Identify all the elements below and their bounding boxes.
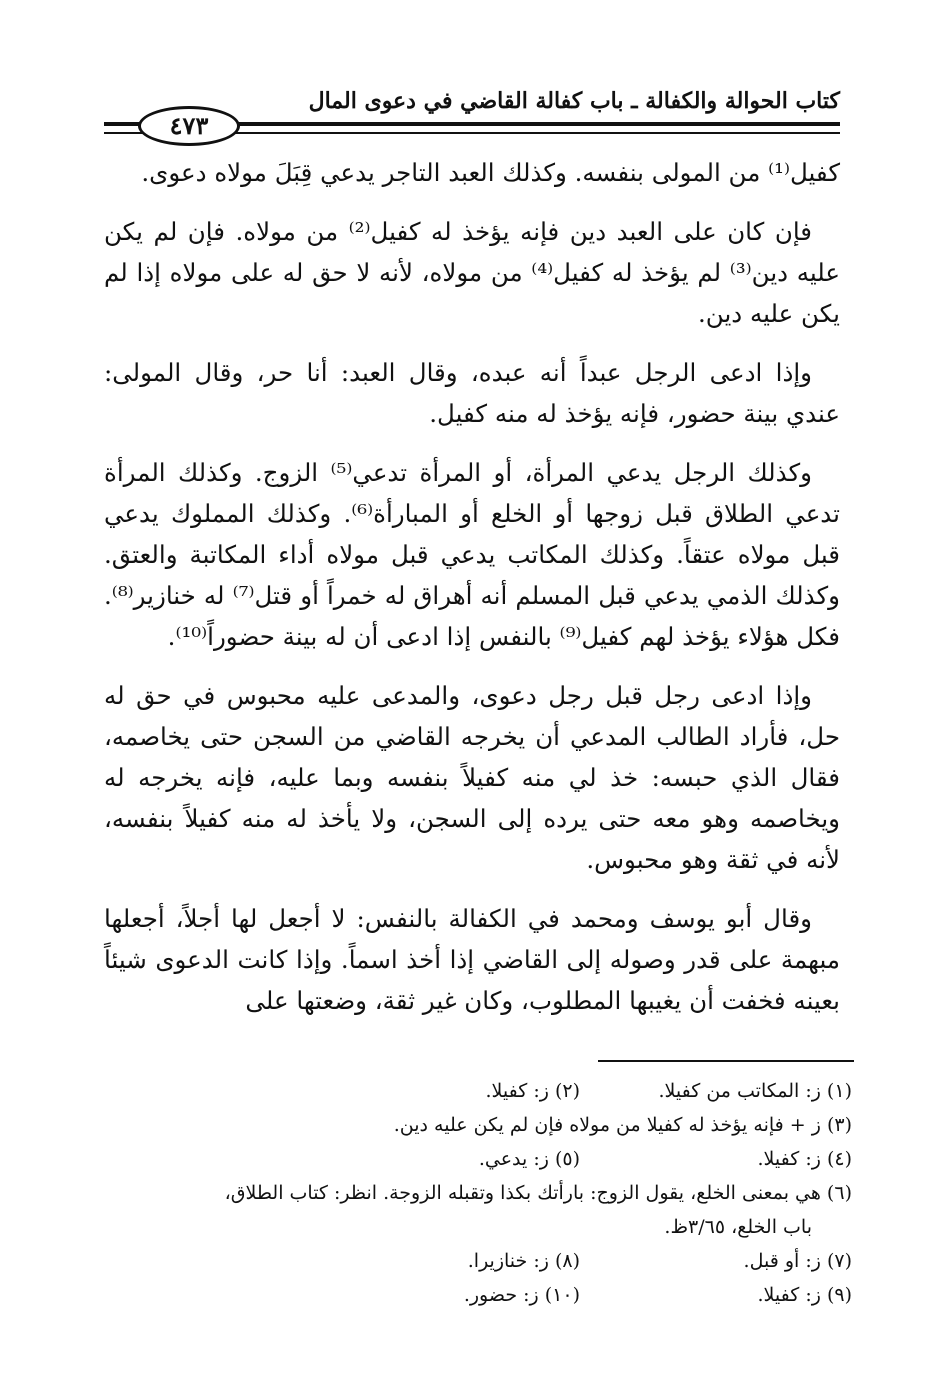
page-number: ٤٧٣: [138, 106, 240, 146]
footnote-4: (٤) ز: كفيلا.: [757, 1148, 852, 1170]
footnote-6-line-2: باب الخلع، ٣/٦٥ظ.: [664, 1216, 812, 1238]
footnote-separator: [598, 1060, 854, 1062]
paragraph-3: وإذا ادعى الرجل عبداً أنه عبده، وقال العبد: أنا حر، وقال المولى: عندي بينة حضور، فإنه يؤخذ له منه كفيل.: [104, 358, 840, 428]
footnote-2: (٢) ز: كفيلا.: [485, 1080, 580, 1102]
footnote-5: (٥) ز: يدعي.: [478, 1148, 580, 1170]
paragraph-4: وكذلك الرجل يدعي المرأة، أو المرأة تدعي⁽⁵⁾ الزوج. وكذلك المرأة تدعي الطلاق قبل زوجها أو الخلع أو المبارأة⁽⁶⁾. وكذلك المملوك يدعي قبل مولاه عتقاً. وكذلك المكاتب يدعي قبل مولاه أداء المكاتبة والعتق. وكذلك الذمي يدعي قبل المسلم أنه أهراق له خمراً أو قتل⁽⁷⁾ له خنازير⁽⁸⁾. فكل هؤلاء يؤخذ لهم كفيل⁽⁹⁾ بالنفس إذا ادعى أن له بينة حضوراً⁽¹⁰⁾.: [104, 458, 840, 651]
footnote-row: [104, 1244, 852, 1278]
paragraph-2: فإن كان على العبد دين فإنه يؤخذ له كفيل⁽²⁾ من مولاه. فإن لم يكن عليه دين⁽³⁾ لم يؤخذ له كفيل⁽⁴⁾ من مولاه، لأنه لا حق له على مولاه إذا لم يكن عليه دين.: [104, 217, 841, 328]
footnote-row: [104, 1142, 852, 1176]
footnote-10: (١٠) ز: حضور.: [463, 1284, 580, 1306]
footnote-3: (٣) ز + فإنه يؤخذ له كفيلا من مولاه فإن لم يكن عليه دين.: [393, 1114, 852, 1136]
footnote-8: (٨) ز: خنازيرا.: [467, 1250, 580, 1272]
footnote-9: (٩) ز: كفيلا.: [757, 1284, 852, 1306]
footnote-row: [104, 1108, 852, 1142]
footnote-row: [104, 1278, 852, 1312]
paragraph-6: وقال أبو يوسف ومحمد في الكفالة بالنفس: لا أجعل لها أجلاً، أجعلها مبهمة على قدر وصوله إلى القاضي إذا أخذ اسماً. وإذا كانت الدعوى شيئاً بعينه فخفت أن يغيبها المطلوب، وكان غير ثقة، وضعتها على: [104, 904, 840, 1015]
footnote-1: (١) ز: المكاتب من كفيلا.: [658, 1080, 852, 1102]
footnote-7: (٧) ز: أو قبل.: [743, 1250, 852, 1272]
paragraph-5: وإذا ادعى رجل قبل رجل دعوى، والمدعى عليه محبوس في حق له حل، فأراد الطالب المدعي أن يخرجه القاضي من السجن حتى يخاصمه، فقال الذي حبسه: خذ لي منه كفيلاً بنفسه وبما عليه، فإنه يخرجه له ويخاصمه وهو معه حتى يرده إلى السجن، ولا يأخذ له منه كفيلاً بنفسه، لأنه في ثقة وهو محبوس.: [104, 681, 840, 874]
footnote-6-line-1: (٦) هي بمعنى الخلع، يقول الزوج: بارأتك بكذا وتقبله الزوجة. انظر: كتاب الطلاق،: [224, 1182, 852, 1204]
footnote-6: [104, 1176, 852, 1244]
paragraph-1: كفيل⁽¹⁾ من المولى بنفسه. وكذلك العبد التاجر يدعي قِبَلَ مولاه دعوى.: [141, 158, 840, 187]
main-text: [104, 152, 840, 1039]
footnote-row: [104, 1074, 852, 1108]
footnotes: [104, 1074, 852, 1312]
running-title: كتاب الحوالة والكفالة ـ باب كفالة القاضي في دعوى المال: [308, 88, 840, 114]
